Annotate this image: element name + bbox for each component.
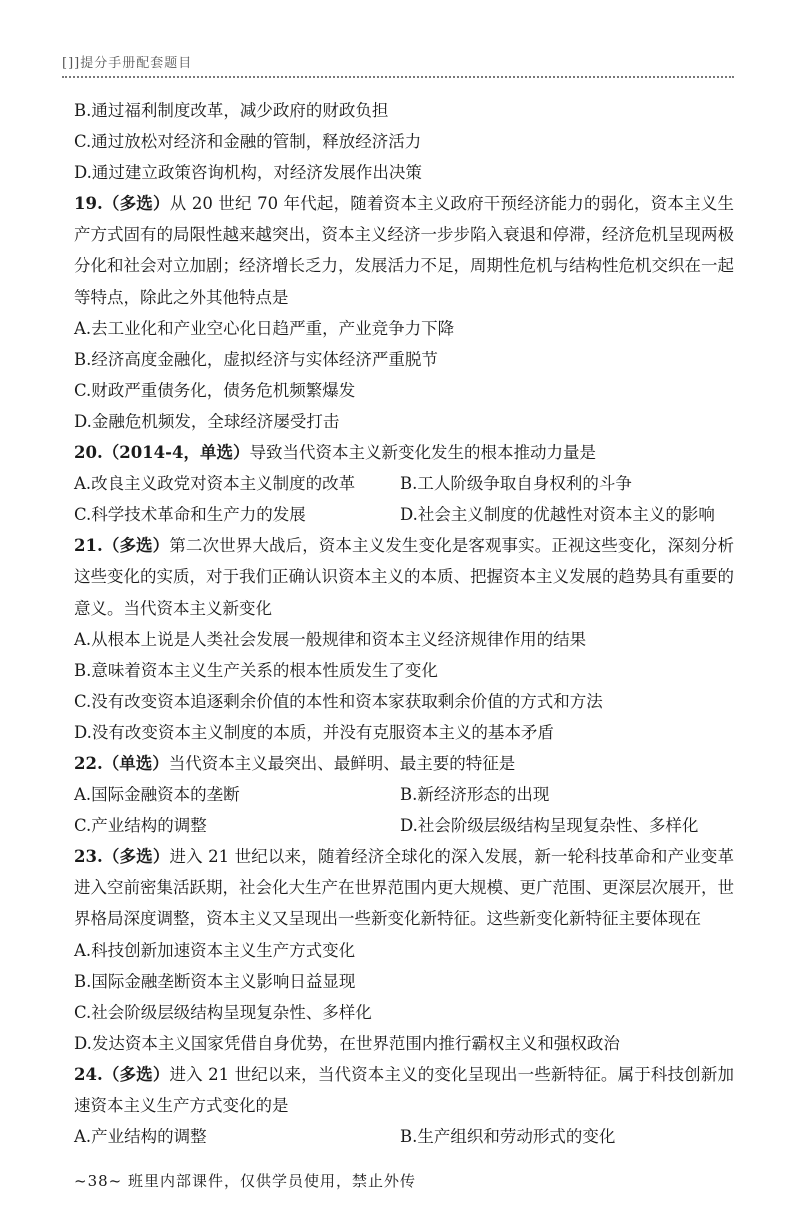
question-content: [74, 95, 734, 1152]
q20-option-b: B.工人阶级争取自身权利的斗争: [400, 474, 632, 494]
question-24: [74, 1059, 734, 1121]
q24-tag: （多选）: [102, 1064, 170, 1084]
prev-option-d: D.通过建立政策咨询机构，对经济发展作出决策: [74, 163, 422, 183]
q20-tag: （2014-4，单选）: [102, 443, 250, 463]
q20-options-row-2: [74, 499, 734, 530]
q22-option-c: C.产业结构的调整: [74, 816, 207, 836]
q19-option-b: B.经济高度金融化，虚拟经济与实体经济严重脱节: [74, 349, 438, 369]
q23-number: 23.: [74, 847, 103, 867]
q20-options-row-1: [74, 468, 734, 499]
q20-number: 20.: [74, 443, 103, 463]
q24-options-row-1: [74, 1121, 734, 1152]
q21-option-d: D.没有改变资本主义制度的本质，并没有克服资本主义的基本矛盾: [74, 722, 554, 742]
question-23: [74, 841, 734, 934]
header-divider: [62, 76, 734, 78]
q20-option-a: A.改良主义政党对资本主义制度的改革: [74, 474, 356, 494]
q22-stem: 当代资本主义最突出、最鲜明、最主要的特征是: [168, 753, 516, 773]
q20-option-d: D.社会主义制度的优越性对资本主义的影响: [400, 505, 715, 525]
q20-stem: 导致当代资本主义新变化发生的根本推动力量是: [249, 443, 596, 463]
question-19: [74, 188, 734, 312]
q22-option-a: A.国际金融资本的垄断: [74, 785, 240, 805]
q24-option-a: A.产业结构的调整: [74, 1127, 207, 1147]
q24-option-b: B.生产组织和劳动形式的变化: [400, 1127, 616, 1147]
q24-number: 24.: [74, 1064, 103, 1084]
q22-options-row-1: [74, 779, 734, 810]
question-21: [74, 530, 734, 623]
q19-number: 19.: [74, 194, 103, 214]
q19-tag: （多选）: [102, 194, 170, 214]
q20-option-c: C.科学技术革命和生产力的发展: [74, 505, 306, 525]
q22-number: 22.: [74, 753, 103, 773]
q21-option-b: B.意味着资本主义生产关系的根本性质发生了变化: [74, 660, 438, 680]
q21-option-a: A.从根本上说是人类社会发展一般规律和资本主义经济规律作用的结果: [74, 629, 587, 649]
q22-option-d: D.社会阶级层级结构呈现复杂性、多样化: [400, 816, 699, 836]
q23-option-d: D.发达资本主义国家凭借自身优势，在世界范围内推行霸权主义和强权政治: [74, 1033, 620, 1053]
prev-option-c: C.通过放松对经济和金融的管制，释放经济活力: [74, 132, 422, 152]
q19-stem: 从 20 世纪 70 年代起，随着资本主义政府干预经济能力的弱化，资本主义生产方式固有的局限性越来越突出，资本主义经济一步步陷入衰退和停滞，经济危机呈现两极分化和社会对立加剧；经济增长乏力，发展活力不足，周期性危机与结构性危机交织在一起等特点，除此之外其他特点是: [74, 194, 734, 307]
q21-tag: （多选）: [102, 536, 170, 556]
q21-number: 21.: [74, 536, 103, 556]
page-header: []]提分手册配套题目: [62, 56, 193, 71]
prev-option-b: B.通过福利制度改革，减少政府的财政负担: [74, 101, 389, 120]
page-footer: ~38~ 班里内部课件，仅供学员使用，禁止外传: [74, 1172, 416, 1190]
q23-option-a: A.科技创新加速资本主义生产方式变化: [74, 940, 356, 960]
q23-tag: （多选）: [102, 847, 170, 867]
q19-option-c: C.财政严重债务化，债务危机频繁爆发: [74, 380, 356, 400]
q23-stem: 进入 21 世纪以来，随着经济全球化的深入发展，新一轮科技革命和产业变革进入空前密集活跃期，社会化大生产在世界范围内更大规模、更广范围、更深层次展开，世界格局深度调整，资本主义又呈现出一些新变化新特征。这些新变化新特征主要体现在: [74, 847, 734, 929]
q19-option-a: A.去工业化和产业空心化日趋严重，产业竞争力下降: [74, 318, 455, 338]
q21-option-c: C.没有改变资本追逐剩余价值的本性和资本家获取剩余价值的方式和方法: [74, 691, 603, 711]
q22-tag: （单选）: [102, 753, 169, 773]
q19-option-d: D.金融危机频发，全球经济屡受打击: [74, 411, 340, 431]
q21-stem: 第二次世界大战后，资本主义发生变化是客观事实。正视这些变化，深刻分析这些变化的实质，对于我们正确认识资本主义的本质、把握资本主义发展的趋势具有重要的意义。当代资本主义新变化: [74, 536, 735, 618]
q22-options-row-2: [74, 810, 734, 841]
q23-option-b: B.国际金融垄断资本主义影响日益显现: [74, 971, 356, 991]
question-20: [74, 437, 734, 468]
q23-option-c: C.社会阶级层级结构呈现复杂性、多样化: [74, 1002, 372, 1022]
q24-stem: 进入 21 世纪以来，当代资本主义的变化呈现出一些新特征。属于科技创新加速资本主义生产方式变化的是: [74, 1064, 734, 1115]
question-22: [74, 748, 734, 779]
q22-option-b: B.新经济形态的出现: [400, 785, 550, 805]
